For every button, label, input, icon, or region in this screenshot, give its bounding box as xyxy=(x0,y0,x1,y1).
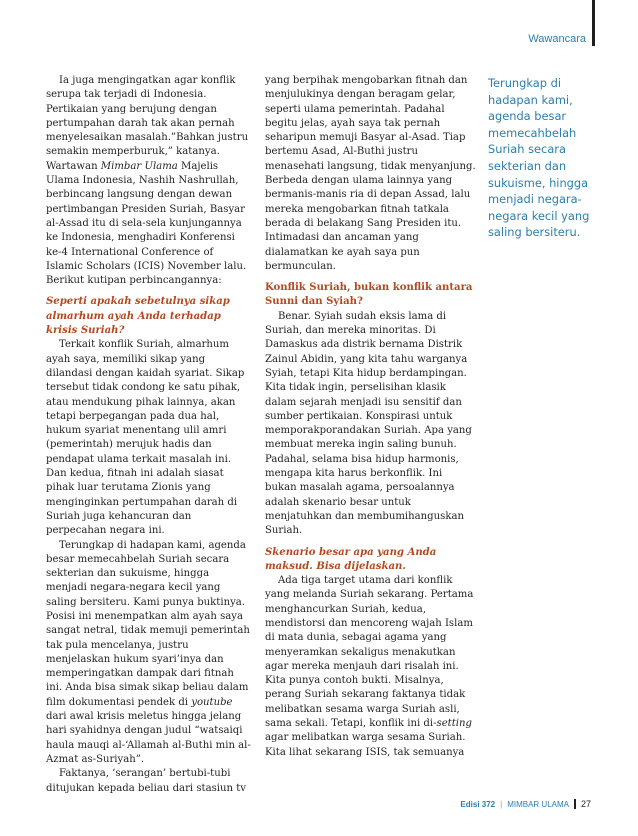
paragraph xyxy=(46,539,253,768)
page-footer xyxy=(460,799,591,809)
paragraph: Terkait konflik Suriah, almarhum ayah saya, memiliki sikap yang dilandasi dengan kaidah syariat. Sikap tersebut tidak condong ke satu pihak, atau mendukung pihak lainnya, akan tetapi berpegangan pada dua hal, hukum syariat menentang ulil amri (pemerintah) merujuk hadis dan pendapat ulama terkait masalah ini. Dan kedua, fitnah ini adalah siasat pihak luar terutama Zionis yang menginginkan pertumpahan darah di Suriah juga kehancuran dan perpecahan negara ini. xyxy=(46,339,245,537)
interview-question: Konflik Suriah, bukan konflik antara Sunni dan Syiah? xyxy=(265,282,473,308)
paragraph-text: dari awal krisis meletus hingga jelang hari syahidnya dengan judul “watsaiqi haula mauqi al-‘Allamah al-Buthi min al-Azmat as-Suriyah”. xyxy=(46,711,251,765)
paragraph-text: agar melibatkan warga sesama Suriah. Kita lihat sekarang ISIS, tak semuanya xyxy=(265,732,466,758)
paragraph: yang berpihak mengobarkan fitnah dan menjulukinya dengan beragam gelar, seperti ulama pemerintah. Padahal begitu jelas, ayah saya tak pernah seharipun memuji Basyar al-Asad. Tiap bertemu Asad, Al-Buthi justru menasehati langsung, tidak menyanjung. Berbeda dengan ulama lainnya yang bermanis-manis ria di depan Assad, lalu mereka mengobarkan fitnah tatkala berada di belakang Sang Presiden itu. Intimadasi dan ancaman yang dialamatkan ke ayah saya pun bermunculan. xyxy=(265,75,476,272)
paragraph-text: Terungkap di hadapan kami, agenda besar memecahbelah Suriah secara sekterian dan sukuisme, hingga menjadi negara-negara kecil yang saling bersiteru. Kami punya buktinya. Posisi ini menempatkan alm ayah saya sangat netral, tidak memuji pemerintah tak pula mencelanya, justru menjelaskan hukum syari’inya dan memperingatkan dampak dari fitnah ini. Anda bisa simak sikap beliau dalam film dokumentasi pendek di xyxy=(46,539,250,708)
page-number: 27 xyxy=(580,799,591,809)
footer-rule xyxy=(574,799,576,809)
italic-term: youtube xyxy=(191,696,233,708)
article-column-2 xyxy=(265,74,477,760)
header-rule xyxy=(592,0,595,46)
paragraph xyxy=(46,74,253,288)
paragraph-text: Ada tiga target utama dari konflik yang melanda Suriah sekarang. Pertama menghancurkan Suriah, kedua, mendistorsi dan mencoreng wajah Islam di mata dunia, sebagai agama yang menyeramkan sekaligus menakutkan agar mereka menjauh dari risalah ini. Kita punya contoh bukti. Misalnya, perang Suriah sekarang faktanya tidak melibatkan sesama warga Suriah asli, sama sekali. Tetapi, konflik ini di- xyxy=(265,575,474,730)
magazine-name: MIMBAR ULAMA xyxy=(507,799,569,809)
footer-separator: | xyxy=(500,799,503,809)
publication-name: Mimbar Ulama xyxy=(100,160,178,172)
interview-question: Skenario besar apa yang Anda maksud. Bisa dijelaskan. xyxy=(265,546,437,572)
italic-term: setting xyxy=(436,718,472,730)
paragraph xyxy=(265,574,477,760)
pull-quote: Terungkap di hadapan kami, agenda besar memecahbelah Suriah secara sekterian dan sukuisme, hingga menjadi negara-negara kecil yang saling bersiteru. xyxy=(488,76,590,240)
paragraph: Faktanya, ‘serangan’ bertubi-tubi ditujukan kepada beliau dari stasiun tv xyxy=(46,768,246,794)
paragraph-text: Majelis Ulama Indonesia, Nashih Nashrullah, berbincang langsung dengan dewan pertimbangan Presiden Suriah, Basyar al-Assad itu di sela-sela kunjungannya ke Indonesia, menghadiri Konferensi ke-4 International Conference of Islamic Scholars (ICIS) November lalu. Berikut kutipan perbincangannya: xyxy=(46,160,247,287)
paragraph: Benar. Syiah sudah eksis lama di Suriah, dan mereka minoritas. Di Damaskus ada distrik bernama Distrik Zainul Abidin, yang kita tahu warganya Syiah, tetapi Kita hidup berdampingan. Kita tidak ingin, perselisihan klasik dalam sejarah menjadi isu sensitif dan sumber pertikaian. Konspirasi untuk memporakporandakan Suriah. Apa yang membuat mereka ingin saling bunuh. Padahal, selama bisa hidup harmonis, mengapa kita harus berkonflik. Ini bukan masalah agama, persoalannya adalah skenario besar untuk menjatuhkan dan membumihanguskan Suriah. xyxy=(265,310,472,537)
article-column-1 xyxy=(46,74,253,796)
edition-label: Edisi 372 xyxy=(460,799,496,809)
section-label: Wawancara xyxy=(528,33,586,45)
paragraph-text: Ia juga mengingatkan agar konflik serupa tak terjadi di Indonesia. Pertikaian yang berujung dengan pertumpahan darah tak akan pernah menyelesaikan masalah.”Bahkan justru semakin memperburuk,” katanya. Wartawan xyxy=(46,75,249,172)
interview-question: Seperti apakah sebetulnya sikap almarhum ayah Anda terhadap krisis Suriah? xyxy=(46,296,230,337)
